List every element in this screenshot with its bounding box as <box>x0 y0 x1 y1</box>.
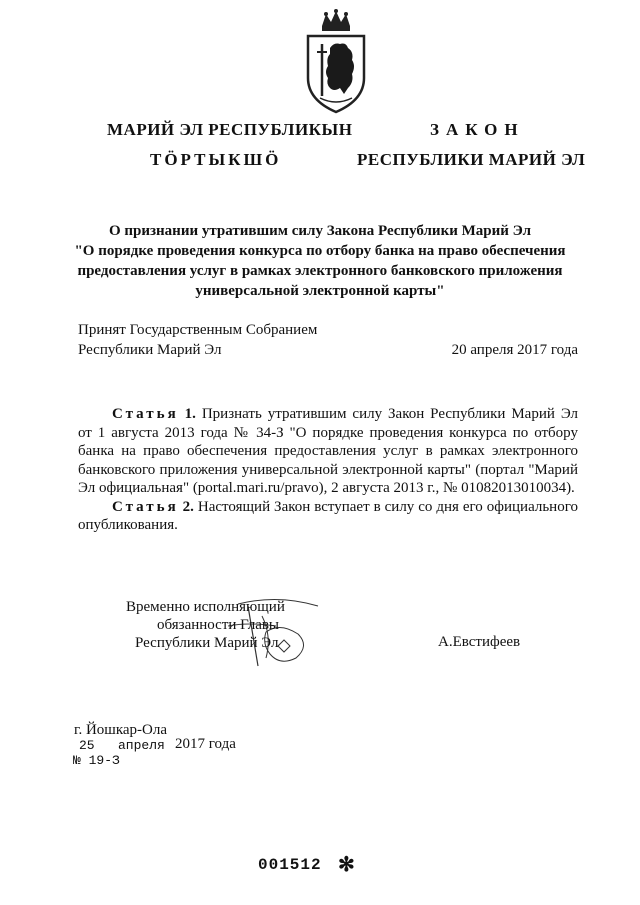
law-title-line: "О порядке проведения конкурса по отбору банка на право обеспечения <box>74 243 566 259</box>
article-label: Статья <box>112 406 179 422</box>
date-day: 25 <box>79 738 95 753</box>
signature-title-line3: Республики Марий Эл <box>135 635 279 651</box>
signature-title-line2: обязанности Главы <box>157 617 280 633</box>
article-text: Настоящий Закон вступает в силу со дня его официального опубликования. <box>78 498 578 533</box>
adoption-block <box>78 320 578 360</box>
header-mari-line1: МАРИЙ ЭЛ РЕСПУБЛИКЫН <box>107 120 353 139</box>
signer-name: А.Евстифеев <box>438 634 521 650</box>
adoption-date: 20 апреля 2017 года <box>451 342 578 358</box>
article-number: 2. <box>182 498 194 515</box>
law-title-line: универсальной электронной карты" <box>195 283 445 299</box>
date-month: апреля <box>118 738 165 753</box>
header-mari-line2: ТӦРТЫКШӦ <box>150 150 282 169</box>
article-label: Статья <box>112 498 179 515</box>
articles-section <box>78 405 578 535</box>
article-1 <box>78 405 578 498</box>
coat-of-arms-emblem <box>300 8 372 116</box>
header-russian-line1: ЗАКОН <box>430 120 525 139</box>
law-title-line: предоставления услуг в рамках электронного банковского приложения <box>77 263 563 279</box>
signature-title-line1: Временно исполняющий <box>126 599 285 615</box>
adoption-body-line2: Республики Марий Эл <box>78 342 222 358</box>
law-title-line: О признании утратившим силу Закона Республики Марий Эл <box>108 223 532 239</box>
article-number: 1. <box>184 406 196 422</box>
document-serial-number: 001512 <box>258 856 322 874</box>
adoption-body-line1: Принят Государственным Собранием <box>78 322 318 338</box>
header-russian-line2: РЕСПУБЛИКИ МАРИЙ ЭЛ <box>357 150 586 169</box>
serial-asterisk-icon: ✻ <box>338 854 355 876</box>
law-title <box>60 221 580 301</box>
city-name: г. Йошкар-Ола <box>74 722 168 738</box>
article-2 <box>78 498 578 535</box>
law-number: № 19-З <box>73 753 120 768</box>
date-year: 2017 года <box>175 736 236 752</box>
article-text: Признать утратившим силу Закон Республики Марий Эл от 1 августа 2013 года № 34-З "О порядке проведения конкурса по отбору банка на право обеспечения предоставления услуг в рамках электронного банковского приложения универсальной электронной карты" (портал "Марий Эл официальная" (portal.mari.ru/pravo), 2 августа 2013 г., № 01082013010034). <box>78 406 579 496</box>
